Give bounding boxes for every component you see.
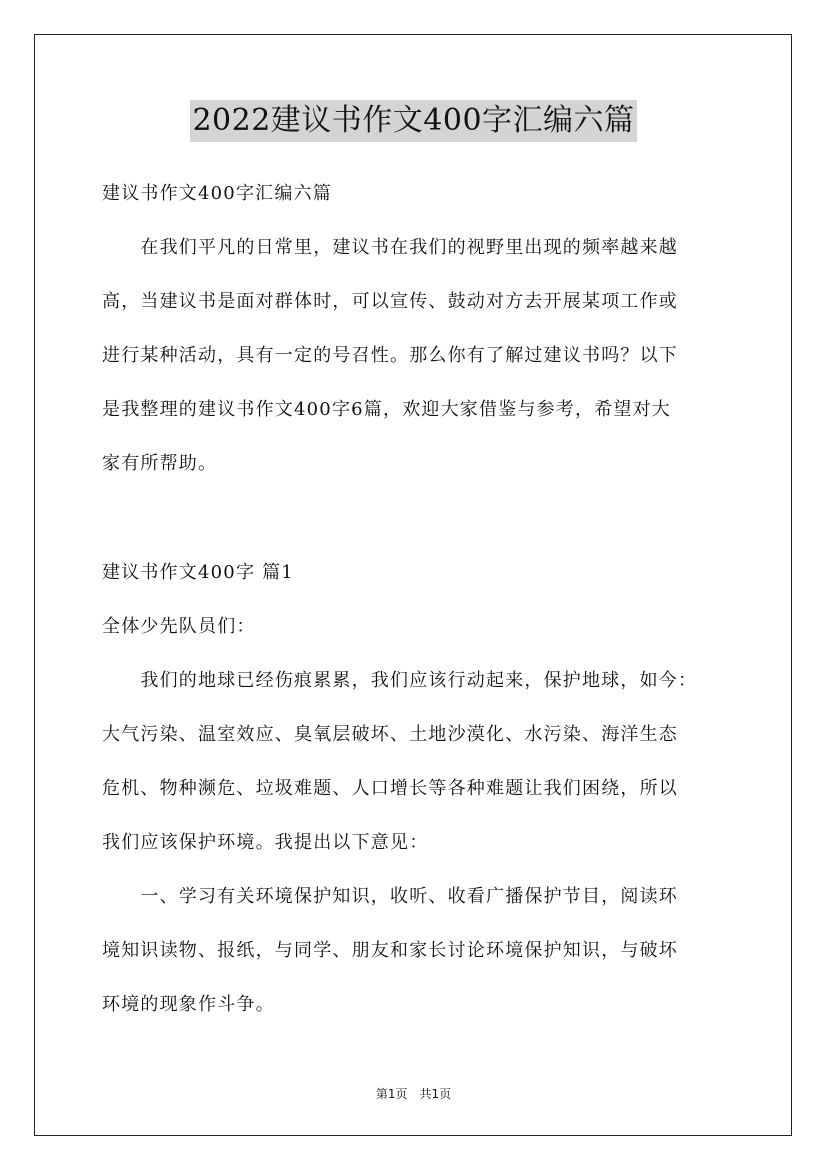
intro-line-3: 进行某种活动，具有一定的号召性。那么你有了解过建议书吗？以下 — [102, 345, 678, 366]
body-line-3: 危机、物种濒危、垃圾难题、人口增长等各种难题让我们困绕，所以 — [102, 778, 678, 799]
document-subtitle: 建议书作文400字汇编六篇 — [102, 183, 332, 204]
body-line-5: 一、学习有关环境保护知识，收听、收看广播保护节目，阅读环 — [102, 886, 678, 907]
body-line-1: 我们的地球已经伤痕累累，我们应该行动起来，保护地球，如今： — [102, 670, 698, 691]
section-heading: 建议书作文400字 篇1 — [102, 562, 294, 583]
salutation: 全体少先队员们： — [102, 616, 256, 637]
title-container — [0, 100, 827, 142]
body-line-4: 我们应该保护环境。我提出以下意见： — [102, 832, 429, 853]
document-title: 2022建议书作文400字汇编六篇 — [190, 100, 636, 142]
page-number-footer: 第1页 共1页 — [375, 1087, 452, 1101]
intro-line-2: 高，当建议书是面对群体时，可以宣传、鼓动对方去开展某项工作或 — [102, 291, 678, 312]
intro-line-5: 家有所帮助。 — [102, 453, 218, 474]
intro-line-4: 是我整理的建议书作文400字6篇，欢迎大家借鉴与参考，希望对大 — [102, 399, 672, 420]
intro-line-1: 在我们平凡的日常里，建议书在我们的视野里出现的频率越来越 — [102, 237, 678, 258]
body-line-7: 环境的现象作斗争。 — [102, 994, 275, 1015]
body-line-2: 大气污染、温室效应、臭氧层破坏、土地沙漠化、水污染、海洋生态 — [102, 724, 678, 745]
body-line-6: 境知识读物、报纸，与同学、朋友和家长讨论环境保护知识，与破坏 — [102, 940, 678, 961]
